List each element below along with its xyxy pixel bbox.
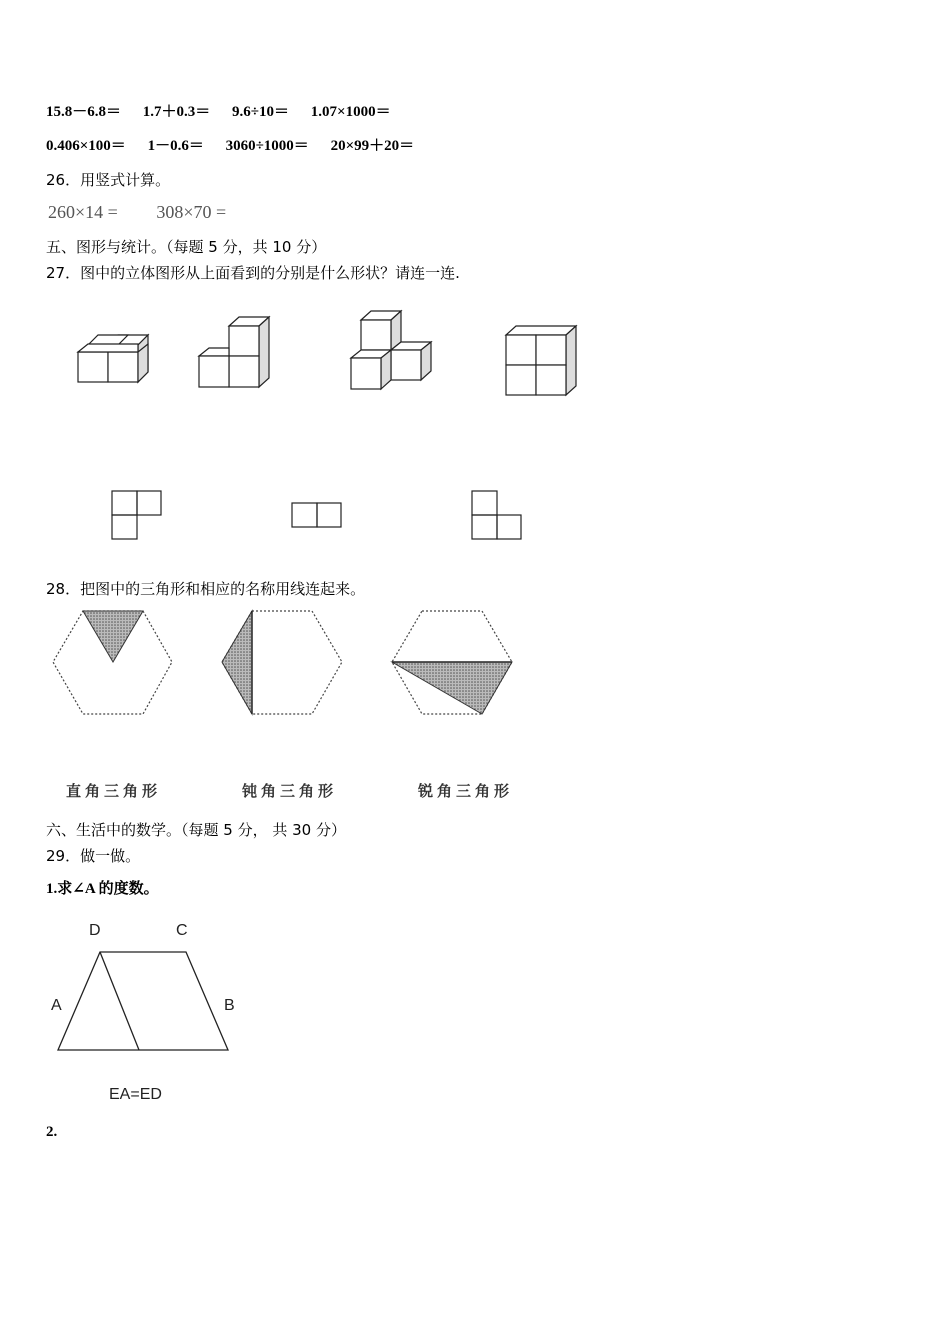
geo-note: EA=ED xyxy=(109,1086,162,1103)
question-29-part-2: 2. xyxy=(46,1124,58,1140)
calc-item: 0.406×100＝ xyxy=(46,138,126,154)
question-27: 27．图中的立体图形从上面看到的分别是什么形状？请连一连. xyxy=(46,264,460,282)
question-29: 29．做一做。 xyxy=(46,847,141,865)
calc-item: 1.07×1000＝ xyxy=(310,104,391,120)
calc-item: 260×14 = xyxy=(48,202,118,222)
calc-item: 3060÷1000＝ xyxy=(225,138,309,154)
label-d: D xyxy=(89,922,101,939)
question-29-part-1: 1.求∠A 的度数。 xyxy=(46,881,159,897)
calc-item: 1.7＋0.3＝ xyxy=(142,104,211,120)
question-28: 28．把图中的三角形和相应的名称用线连起来。 xyxy=(46,580,366,598)
triangle-name-right: 直角三角形 xyxy=(66,782,162,800)
section-6-title: 六、生活中的数学。（每题 5 分， 共 30 分） xyxy=(46,821,346,839)
question-26: 26．用竖式计算。 xyxy=(46,171,171,189)
calc-item: 15.8－6.8＝ xyxy=(46,104,122,120)
label-c: C xyxy=(176,922,188,939)
triangle-name-obtuse: 钝角三角形 xyxy=(242,782,338,800)
calc-item: 9.6÷10＝ xyxy=(232,104,290,120)
calc-item: 20×99＋20＝ xyxy=(330,138,415,154)
label-a: A xyxy=(51,997,62,1014)
calc-item: 1－0.6＝ xyxy=(147,138,204,154)
calc-item: 308×70 = xyxy=(156,202,227,222)
section-5-title: 五、图形与统计。（每题 5 分，共 10 分） xyxy=(46,238,327,256)
label-b: B xyxy=(224,997,235,1014)
triangle-name-acute: 锐角三角形 xyxy=(418,782,514,800)
